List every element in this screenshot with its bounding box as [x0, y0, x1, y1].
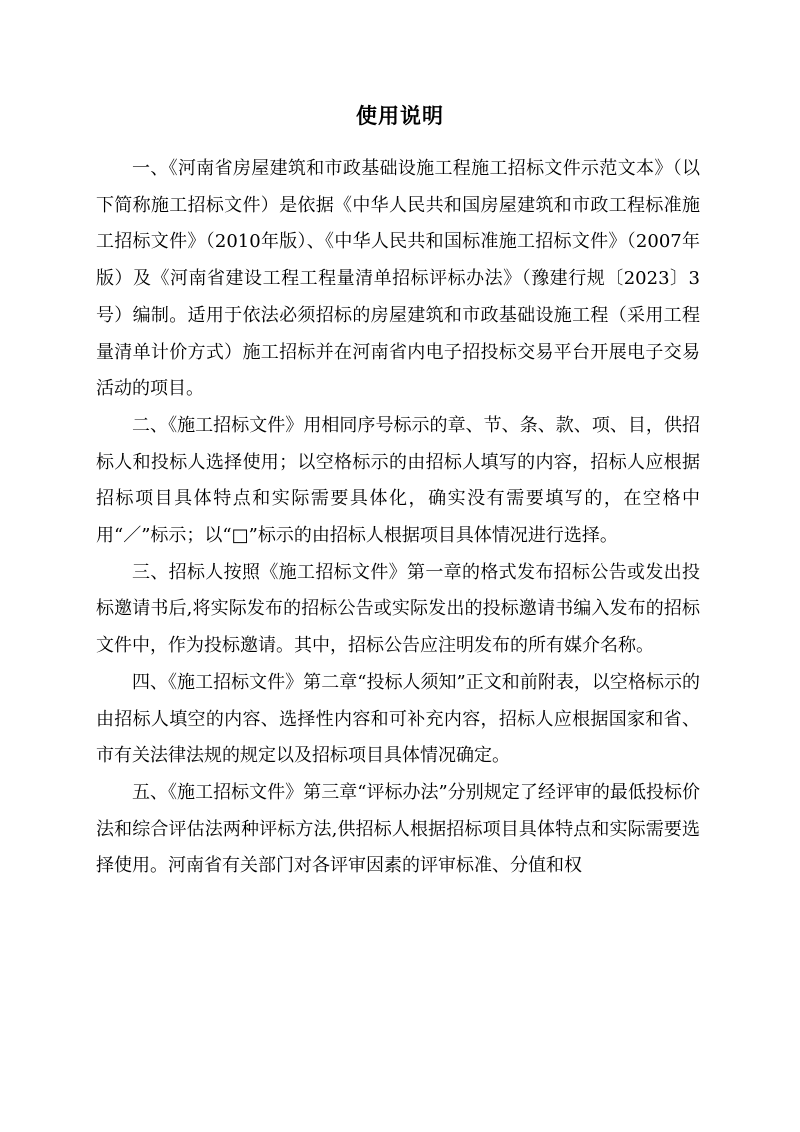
paragraph-5: 五、《施工招标文件》第三章“评标办法”分别规定了经评审的最低投标价法和综合评估法两种评标方法,供招标人根据招标项目具体特点和实际需要选择使用。河南省有关部门对各评审因素的评审标准、分值和权: [96, 781, 700, 877]
paragraph-1: 一、《河南省房屋建筑和市政基础设施工程施工招标文件示范文本》（以下简称施工招标文件）是依据《中华人民共和国房屋建筑和市政工程标准施工招标文件》（2010年版）、《中华人民共和国标准施工招标文件》（2007年版）及《河南省建设工程工程量清单招标评标办法》（豫建行规〔2023〕3号）编制。适用于依法必须招标的房屋建筑和市政基础设施工程（采用工程量清单计价方式）施工招标并在河南省内电子招投标交易平台开展电子交易活动的项目。: [96, 158, 700, 400]
paragraph-3: 三、招标人按照《施工招标文件》第一章的格式发布招标公告或发出投标邀请书后,将实际发布的招标公告或实际发出的投标邀请书编入发布的招标文件中，作为投标邀请。其中，招标公告应注明发布的所有媒介名称。: [96, 561, 700, 657]
paragraph-2: 二、《施工招标文件》用相同序号标示的章、节、条、款、项、目，供招标人和投标人选择使用；以空格标示的由招标人填写的内容，招标人应根据招标项目具体特点和实际需要具体化，确实没有需要填写的，在空格中用“／”标示；以“□”标示的由招标人根据项目具体情况进行选择。: [96, 414, 700, 547]
paragraph-4: 四、《施工招标文件》第二章“投标人须知”正文和前附表，以空格标示的由招标人填空的内容、选择性内容和可补充内容，招标人应根据国家和省、市有关法律法规的规定以及招标项目具体情况确定。: [96, 671, 700, 767]
document-body: [96, 151, 700, 885]
document-title: 使用说明: [356, 104, 444, 128]
